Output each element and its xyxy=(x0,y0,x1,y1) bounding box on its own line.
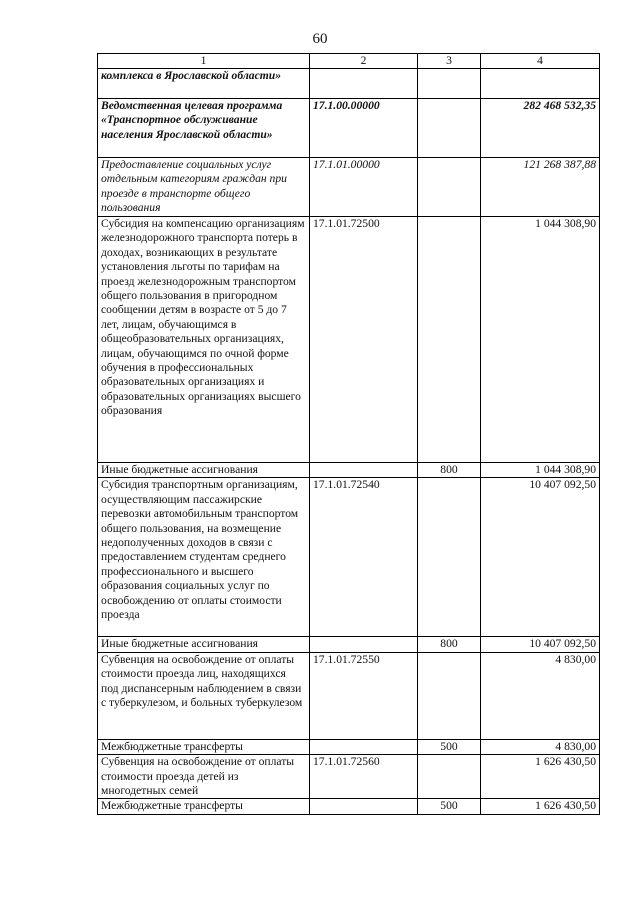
row-name: Иные бюджетные ассигнования xyxy=(98,463,310,478)
row-amount: 10 407 092,50 xyxy=(481,637,600,652)
budget-table xyxy=(97,53,600,815)
row-amount: 1 626 430,50 xyxy=(481,755,600,799)
row-type: 800 xyxy=(418,463,481,478)
row-code: 17.1.01.72540 xyxy=(310,478,418,637)
row-name: Иные бюджетные ассигнования xyxy=(98,637,310,652)
row-name: Субсидия транспортным организациям, осуществляющим пассажирские перевозки автомобильным транспортом общего пользования, на возмещение недополученных доходов в связи с предоставлением студентам среднего профессионального и высшего образования социальных услуг по освобождению от оплаты стоимости проезда xyxy=(98,478,310,637)
row-type xyxy=(418,158,481,217)
row-name: Межбюджетные трансферты xyxy=(98,799,310,814)
row-type xyxy=(418,69,481,99)
table-row xyxy=(98,652,600,739)
table-row xyxy=(98,799,600,814)
row-code: 17.1.01.00000 xyxy=(310,158,418,217)
row-code xyxy=(310,463,418,478)
table-row xyxy=(98,463,600,478)
row-amount: 4 830,00 xyxy=(481,739,600,754)
row-code: 17.1.01.72560 xyxy=(310,755,418,799)
table-row xyxy=(98,637,600,652)
row-code xyxy=(310,799,418,814)
page-number: 60 xyxy=(312,31,328,47)
table-row xyxy=(98,69,600,99)
header-col-3: 3 xyxy=(418,54,481,69)
row-name: Субвенция на освобождение от оплаты стоимости проезда лиц, находящихся под диспансерным наблюдением в связи с туберкулезом, и больных туберкулезом xyxy=(98,652,310,739)
row-type xyxy=(418,652,481,739)
row-code xyxy=(310,637,418,652)
row-code: 17.1.00.00000 xyxy=(310,99,418,158)
row-name: Субвенция на освобождение от оплаты стоимости проезда детей из многодетных семей xyxy=(98,755,310,799)
row-amount: 282 468 532,35 xyxy=(481,99,600,158)
row-code: 17.1.01.72550 xyxy=(310,652,418,739)
table-header-row xyxy=(98,54,600,69)
row-code xyxy=(310,739,418,754)
row-amount: 1 626 430,50 xyxy=(481,799,600,814)
row-type xyxy=(418,99,481,158)
row-name: Субсидия на компенсацию организациям железнодорожного транспорта потерь в доходах, возникающих в результате установления льготы по тарифам на проезд железнодорожным транспортом общего пользования в пригородном сообщении детям в возрасте от 5 до 7 лет, лицам, обучающимся в общеобразовательных организациях, лицам, обучающимся по очной форме обучения в профессиональных образовательных организациях и образовательных организациях высшего образования xyxy=(98,217,310,463)
table-row xyxy=(98,478,600,637)
table-row xyxy=(98,99,600,158)
table-row xyxy=(98,217,600,463)
row-amount: 10 407 092,50 xyxy=(481,478,600,637)
header-col-1: 1 xyxy=(98,54,310,69)
row-type: 500 xyxy=(418,799,481,814)
row-amount xyxy=(481,69,600,99)
header-col-4: 4 xyxy=(481,54,600,69)
table-row xyxy=(98,739,600,754)
row-amount: 1 044 308,90 xyxy=(481,463,600,478)
row-type xyxy=(418,755,481,799)
row-type xyxy=(418,217,481,463)
row-name: комплекса в Ярославской области» xyxy=(98,69,310,99)
row-name: Ведомственная целевая программа «Транспортное обслуживание населения Ярославской области» xyxy=(98,99,310,158)
table-row xyxy=(98,158,600,217)
row-type: 800 xyxy=(418,637,481,652)
row-code xyxy=(310,69,418,99)
row-name: Предоставление социальных услуг отдельным категориям граждан при проезде в транспорте общего пользования xyxy=(98,158,310,217)
row-type xyxy=(418,478,481,637)
row-amount: 1 044 308,90 xyxy=(481,217,600,463)
header-col-2: 2 xyxy=(310,54,418,69)
row-amount: 121 268 387,88 xyxy=(481,158,600,217)
row-code: 17.1.01.72500 xyxy=(310,217,418,463)
table-row xyxy=(98,755,600,799)
row-type: 500 xyxy=(418,739,481,754)
row-amount: 4 830,00 xyxy=(481,652,600,739)
row-name: Межбюджетные трансферты xyxy=(98,739,310,754)
